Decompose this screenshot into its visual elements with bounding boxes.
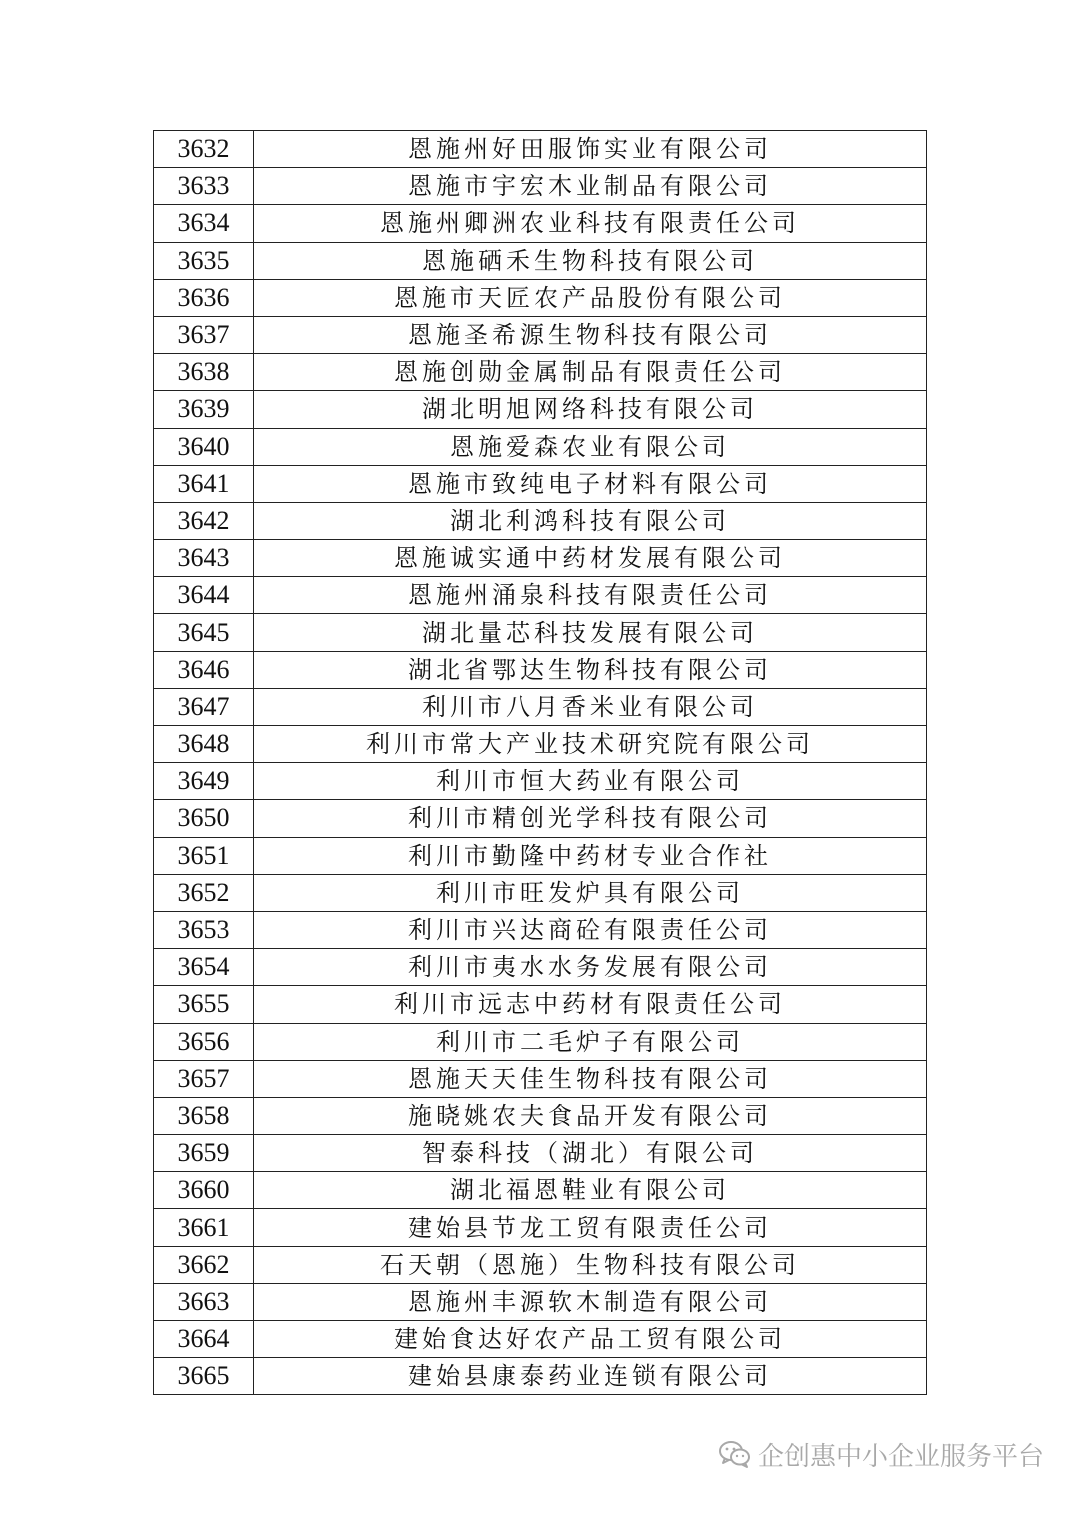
table-row <box>154 465 927 502</box>
company-name: 恩施州好田服饰实业有限公司 <box>254 131 927 168</box>
table-row <box>154 726 927 763</box>
table-row <box>154 1358 927 1395</box>
row-number: 3645 <box>154 614 254 651</box>
company-name: 利川市旺发炉具有限公司 <box>254 874 927 911</box>
table-row <box>154 911 927 948</box>
table-row <box>154 763 927 800</box>
row-number: 3637 <box>154 316 254 353</box>
company-name: 恩施创勋金属制品有限责任公司 <box>254 354 927 391</box>
company-name: 恩施市致纯电子材料有限公司 <box>254 465 927 502</box>
table-row <box>154 1172 927 1209</box>
row-number: 3662 <box>154 1246 254 1283</box>
company-name: 建始县节龙工贸有限责任公司 <box>254 1209 927 1246</box>
table-row <box>154 800 927 837</box>
row-number: 3636 <box>154 279 254 316</box>
company-name: 建始县康泰药业连锁有限公司 <box>254 1358 927 1395</box>
company-name: 利川市八月香米业有限公司 <box>254 688 927 725</box>
row-number: 3656 <box>154 1023 254 1060</box>
table-row <box>154 428 927 465</box>
company-name: 利川市二毛炉子有限公司 <box>254 1023 927 1060</box>
company-name: 恩施硒禾生物科技有限公司 <box>254 242 927 279</box>
company-name: 恩施爱森农业有限公司 <box>254 428 927 465</box>
table-row <box>154 354 927 391</box>
row-number: 3634 <box>154 205 254 242</box>
company-name: 恩施圣希源生物科技有限公司 <box>254 316 927 353</box>
row-number: 3649 <box>154 763 254 800</box>
company-name: 恩施诚实通中药材发展有限公司 <box>254 540 927 577</box>
row-number: 3663 <box>154 1283 254 1320</box>
row-number: 3664 <box>154 1321 254 1358</box>
company-name: 恩施州丰源软木制造有限公司 <box>254 1283 927 1320</box>
company-name: 利川市精创光学科技有限公司 <box>254 800 927 837</box>
row-number: 3648 <box>154 726 254 763</box>
row-number: 3650 <box>154 800 254 837</box>
table-row <box>154 1023 927 1060</box>
row-number: 3638 <box>154 354 254 391</box>
table-row <box>154 316 927 353</box>
table-row <box>154 986 927 1023</box>
table-row <box>154 242 927 279</box>
table-row <box>154 502 927 539</box>
table-row <box>154 391 927 428</box>
company-name: 利川市勤隆中药材专业合作社 <box>254 837 927 874</box>
company-list-table <box>153 130 927 1395</box>
table-row <box>154 1321 927 1358</box>
watermark-text: 企创惠中小企业服务平台 <box>757 1441 1044 1472</box>
table-row <box>154 1283 927 1320</box>
row-number: 3646 <box>154 651 254 688</box>
row-number: 3641 <box>154 465 254 502</box>
table-row <box>154 1209 927 1246</box>
table-row <box>154 577 927 614</box>
company-name: 建始食达好农产品工贸有限公司 <box>254 1321 927 1358</box>
table-row <box>154 540 927 577</box>
company-name: 恩施州卿洲农业科技有限责任公司 <box>254 205 927 242</box>
company-name: 湖北省鄂达生物科技有限公司 <box>254 651 927 688</box>
company-name: 智泰科技（湖北）有限公司 <box>254 1135 927 1172</box>
row-number: 3643 <box>154 540 254 577</box>
company-name: 利川市兴达商砼有限责任公司 <box>254 911 927 948</box>
row-number: 3661 <box>154 1209 254 1246</box>
company-name: 湖北福恩鞋业有限公司 <box>254 1172 927 1209</box>
company-name: 利川市恒大药业有限公司 <box>254 763 927 800</box>
table-row <box>154 1246 927 1283</box>
row-number: 3654 <box>154 949 254 986</box>
row-number: 3651 <box>154 837 254 874</box>
row-number: 3658 <box>154 1097 254 1134</box>
row-number: 3640 <box>154 428 254 465</box>
row-number: 3665 <box>154 1358 254 1395</box>
company-name: 恩施市天匠农产品股份有限公司 <box>254 279 927 316</box>
row-number: 3659 <box>154 1135 254 1172</box>
company-name: 湖北利鸿科技有限公司 <box>254 502 927 539</box>
company-name: 湖北量芯科技发展有限公司 <box>254 614 927 651</box>
table-row <box>154 949 927 986</box>
row-number: 3653 <box>154 911 254 948</box>
row-number: 3642 <box>154 502 254 539</box>
table-body <box>154 131 927 1395</box>
table-row <box>154 131 927 168</box>
table-row <box>154 168 927 205</box>
table-row <box>154 614 927 651</box>
row-number: 3655 <box>154 986 254 1023</box>
company-name: 利川市夷水水务发展有限公司 <box>254 949 927 986</box>
table-row <box>154 874 927 911</box>
company-name: 利川市常大产业技术研究院有限公司 <box>254 726 927 763</box>
row-number: 3632 <box>154 131 254 168</box>
company-name: 利川市远志中药材有限责任公司 <box>254 986 927 1023</box>
table-row <box>154 279 927 316</box>
company-name: 恩施州涌泉科技有限责任公司 <box>254 577 927 614</box>
row-number: 3633 <box>154 168 254 205</box>
row-number: 3657 <box>154 1060 254 1097</box>
row-number: 3644 <box>154 577 254 614</box>
company-name: 石天朝（恩施）生物科技有限公司 <box>254 1246 927 1283</box>
watermark <box>718 1434 1044 1474</box>
row-number: 3635 <box>154 242 254 279</box>
table-row <box>154 205 927 242</box>
row-number: 3660 <box>154 1172 254 1209</box>
row-number: 3647 <box>154 688 254 725</box>
table-row <box>154 1135 927 1172</box>
table-row <box>154 651 927 688</box>
table-row <box>154 1060 927 1097</box>
wechat-icon <box>718 1439 752 1469</box>
row-number: 3639 <box>154 391 254 428</box>
row-number: 3652 <box>154 874 254 911</box>
table-row <box>154 837 927 874</box>
company-name: 恩施天天佳生物科技有限公司 <box>254 1060 927 1097</box>
table-row <box>154 688 927 725</box>
company-name: 恩施市宇宏木业制品有限公司 <box>254 168 927 205</box>
table-row <box>154 1097 927 1134</box>
company-name: 施晓姚农夫食品开发有限公司 <box>254 1097 927 1134</box>
company-name: 湖北明旭网络科技有限公司 <box>254 391 927 428</box>
